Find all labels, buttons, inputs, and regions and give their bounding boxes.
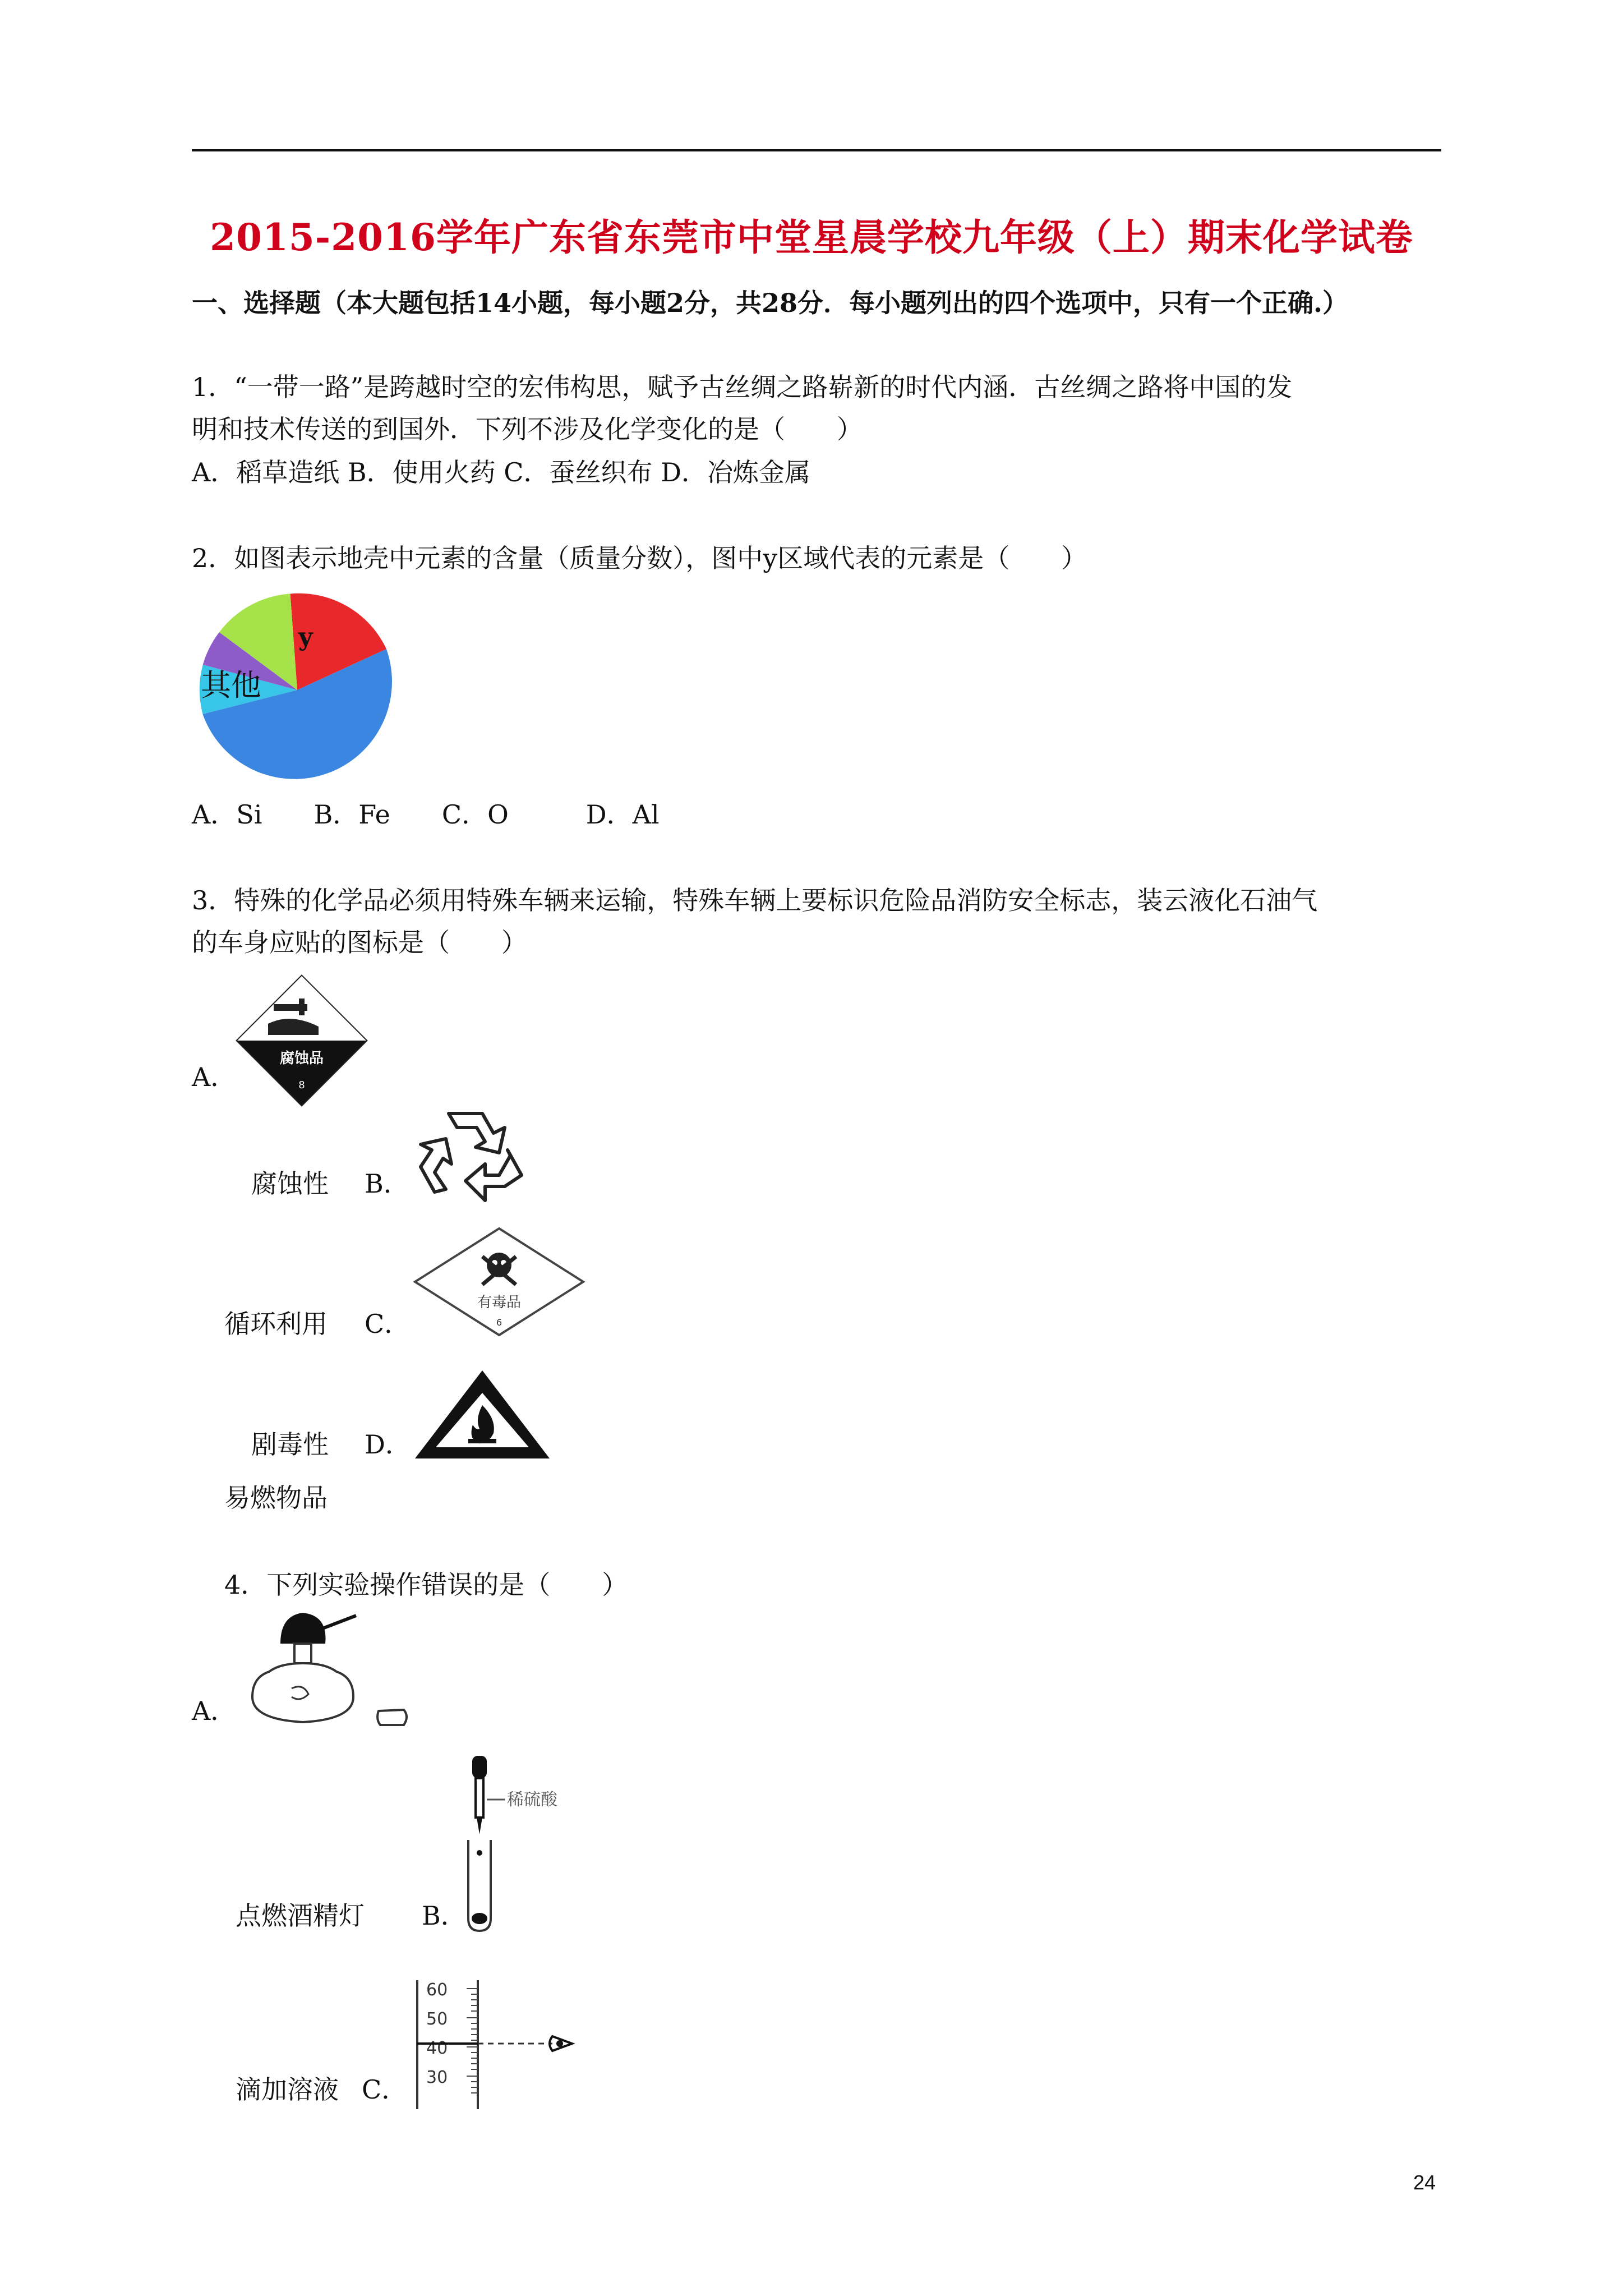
q4-option-b-label: B． <box>422 1901 467 1931</box>
q4-option-c-prefix: 滴加溶液 <box>236 2074 339 2105</box>
q3-option-d-prefix: 剧毒性 <box>251 1429 329 1460</box>
q3-line2: 的车身应贴的图标是（ ） <box>192 927 527 958</box>
svg-text:40: 40 <box>426 2039 448 2058</box>
alcohol-lamp-icon <box>236 1604 426 1733</box>
dropper-and-test-tube-icon <box>460 1750 639 1935</box>
page-number: 24 <box>1413 2171 1436 2194</box>
svg-text:60: 60 <box>426 1980 448 2000</box>
svg-text:有毒品: 有毒品 <box>477 1294 522 1311</box>
q1-line1: 1．“一带一路”是跨越时空的宏伟构思，赋予古丝绸之路崭新的时代内涵．古丝绸之路将中国的发 <box>192 372 1293 402</box>
flammable-sign-icon <box>412 1366 552 1461</box>
q2-options: A．Si B．Fe C．O D．Al <box>192 799 660 830</box>
header-rule <box>192 149 1441 151</box>
graduated-cylinder-reading-icon <box>415 1977 583 2112</box>
q3-option-d-caption: 易燃物品 <box>224 1483 328 1513</box>
pie-label-other: 其他 <box>201 668 261 703</box>
q1-line2: 明和技术传送的到国外．下列不涉及化学变化的是（ ） <box>192 414 863 444</box>
q3-option-b-label: B． <box>365 1168 409 1199</box>
q3-option-c-label: C． <box>365 1309 411 1339</box>
q4-option-c-label: C． <box>362 2074 408 2105</box>
page-title: 2015-2016学年广东省东莞市中堂星晨学校九年级（上）期末化学试卷 <box>210 215 1413 259</box>
section-heading: 一、选择题（本大题包括14小题，每小题2分，共28分．每小题列出的四个选项中，只有一个正确.） <box>192 288 1349 318</box>
q3-option-a-label: A． <box>192 1062 237 1092</box>
corrosive-sign-icon <box>234 973 369 1108</box>
q4-option-a-label: A． <box>192 1696 237 1726</box>
q1-options: A．稻草造纸 B．使用火药 C．蚕丝织布 D．冶炼金属 <box>192 457 810 487</box>
q3-option-c-prefix: 循环利用 <box>224 1309 328 1339</box>
q2-stem: 2．如图表示地壳中元素的含量（质量分数），图中y区域代表的元素是（ ） <box>192 543 1087 573</box>
q3-option-d-label: D． <box>365 1429 411 1460</box>
q4-option-b-prefix: 点燃酒精灯 <box>236 1901 365 1931</box>
svg-text:50: 50 <box>426 2009 448 2029</box>
svg-text:30: 30 <box>426 2068 448 2087</box>
q3-option-b-prefix: 腐蚀性 <box>251 1168 329 1199</box>
svg-text:腐蚀品: 腐蚀品 <box>279 1050 324 1067</box>
toxic-sign-icon <box>412 1226 586 1338</box>
crust-element-pie-chart <box>196 589 398 791</box>
recycle-icon <box>409 1102 527 1203</box>
q4-stem: 4．下列实验操作错误的是（ ） <box>224 1570 628 1600</box>
pie-label-y: y <box>298 623 313 651</box>
svg-text:8: 8 <box>298 1079 305 1091</box>
svg-text:稀硫酸: 稀硫酸 <box>507 1790 557 1810</box>
svg-text:6: 6 <box>496 1317 502 1328</box>
q3-line1: 3．特殊的化学品必须用特殊车辆来运输，特殊车辆上要标识危险品消防安全标志，装云液化石油气 <box>192 885 1318 915</box>
